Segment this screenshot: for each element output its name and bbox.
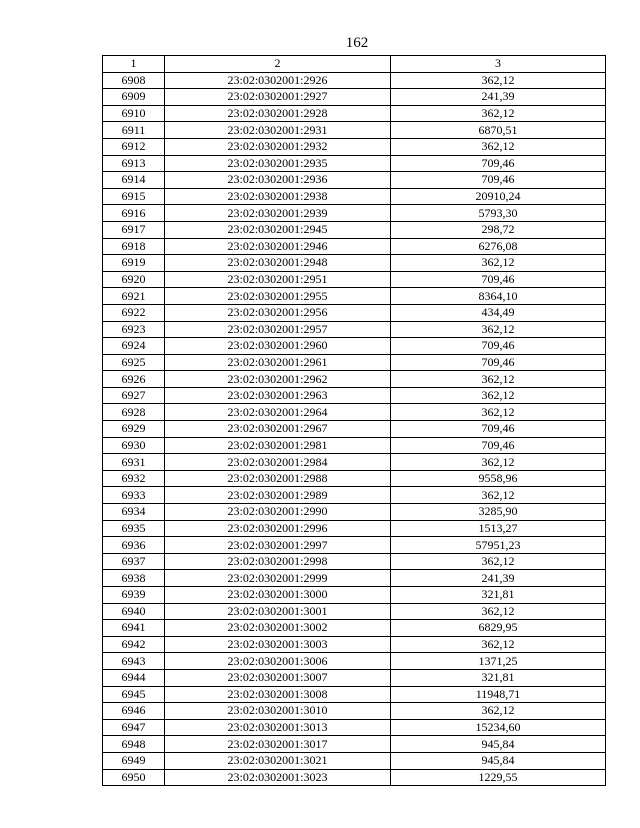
cadastral-number-cell: 23:02:0302001:2962 xyxy=(165,371,391,388)
cadastral-number-cell: 23:02:0302001:2936 xyxy=(165,172,391,189)
row-number-cell: 6934 xyxy=(103,504,165,521)
value-cell: 362,12 xyxy=(391,105,606,122)
value-cell: 241,39 xyxy=(391,570,606,587)
table-row xyxy=(103,105,606,122)
value-cell: 241,39 xyxy=(391,89,606,106)
value-cell: 20910,24 xyxy=(391,188,606,205)
row-number-cell: 6908 xyxy=(103,72,165,89)
table-row xyxy=(103,221,606,238)
value-cell: 15234,60 xyxy=(391,719,606,736)
value-cell: 362,12 xyxy=(391,703,606,720)
table-row xyxy=(103,138,606,155)
value-cell: 709,46 xyxy=(391,437,606,454)
table-row xyxy=(103,255,606,272)
row-number-cell: 6929 xyxy=(103,421,165,438)
table-row xyxy=(103,769,606,786)
value-cell: 1513,27 xyxy=(391,520,606,537)
value-cell: 362,12 xyxy=(391,387,606,404)
table-row xyxy=(103,205,606,222)
row-number-cell: 6924 xyxy=(103,338,165,355)
table-body xyxy=(103,72,606,786)
table-row xyxy=(103,404,606,421)
value-cell: 6276,08 xyxy=(391,238,606,255)
cadastral-number-cell: 23:02:0302001:2948 xyxy=(165,255,391,272)
row-number-cell: 6928 xyxy=(103,404,165,421)
table-row xyxy=(103,155,606,172)
cadastral-number-cell: 23:02:0302001:3001 xyxy=(165,603,391,620)
table-row xyxy=(103,669,606,686)
cadastral-number-cell: 23:02:0302001:2981 xyxy=(165,437,391,454)
cadastral-number-cell: 23:02:0302001:2938 xyxy=(165,188,391,205)
value-cell: 709,46 xyxy=(391,354,606,371)
value-cell: 9558,96 xyxy=(391,470,606,487)
page-number: 162 xyxy=(345,35,369,51)
table-row xyxy=(103,653,606,670)
value-cell: 709,46 xyxy=(391,338,606,355)
row-number-cell: 6915 xyxy=(103,188,165,205)
table-row xyxy=(103,454,606,471)
table-row xyxy=(103,371,606,388)
row-number-cell: 6936 xyxy=(103,537,165,554)
value-cell: 6829,95 xyxy=(391,620,606,637)
table-row xyxy=(103,72,606,89)
row-number-cell: 6949 xyxy=(103,752,165,769)
cadastral-number-cell: 23:02:0302001:2997 xyxy=(165,537,391,554)
cadastral-number-cell: 23:02:0302001:3006 xyxy=(165,653,391,670)
cadastral-number-cell: 23:02:0302001:2939 xyxy=(165,205,391,222)
cadastral-number-cell: 23:02:0302001:2963 xyxy=(165,387,391,404)
table-row xyxy=(103,736,606,753)
table-row xyxy=(103,338,606,355)
cadastral-number-cell: 23:02:0302001:2967 xyxy=(165,421,391,438)
cadastral-number-cell: 23:02:0302001:2951 xyxy=(165,271,391,288)
row-number-cell: 6922 xyxy=(103,304,165,321)
value-cell: 709,46 xyxy=(391,155,606,172)
table-row xyxy=(103,304,606,321)
table-row xyxy=(103,603,606,620)
row-number-cell: 6919 xyxy=(103,255,165,272)
value-cell: 362,12 xyxy=(391,255,606,272)
cadastral-number-cell: 23:02:0302001:2945 xyxy=(165,221,391,238)
table-row xyxy=(103,122,606,139)
row-number-cell: 6932 xyxy=(103,470,165,487)
cadastral-number-cell: 23:02:0302001:3002 xyxy=(165,620,391,637)
table-row xyxy=(103,487,606,504)
row-number-cell: 6947 xyxy=(103,719,165,736)
table-row xyxy=(103,470,606,487)
cadastral-number-cell: 23:02:0302001:3023 xyxy=(165,769,391,786)
data-table xyxy=(102,55,606,786)
row-number-cell: 6917 xyxy=(103,221,165,238)
row-number-cell: 6925 xyxy=(103,354,165,371)
row-number-cell: 6944 xyxy=(103,669,165,686)
value-cell: 362,12 xyxy=(391,138,606,155)
cadastral-number-cell: 23:02:0302001:2961 xyxy=(165,354,391,371)
value-cell: 8364,10 xyxy=(391,288,606,305)
cadastral-number-cell: 23:02:0302001:2999 xyxy=(165,570,391,587)
row-number-cell: 6923 xyxy=(103,321,165,338)
table-row xyxy=(103,504,606,521)
row-number-cell: 6942 xyxy=(103,636,165,653)
row-number-cell: 6926 xyxy=(103,371,165,388)
value-cell: 57951,23 xyxy=(391,537,606,554)
row-number-cell: 6950 xyxy=(103,769,165,786)
value-cell: 362,12 xyxy=(391,404,606,421)
value-cell: 362,12 xyxy=(391,487,606,504)
table-row xyxy=(103,321,606,338)
table-row xyxy=(103,553,606,570)
value-cell: 321,81 xyxy=(391,587,606,604)
table-row xyxy=(103,686,606,703)
value-cell: 709,46 xyxy=(391,271,606,288)
cadastral-number-cell: 23:02:0302001:2946 xyxy=(165,238,391,255)
table-row xyxy=(103,587,606,604)
value-cell: 362,12 xyxy=(391,454,606,471)
table-row xyxy=(103,719,606,736)
cadastral-number-cell: 23:02:0302001:3021 xyxy=(165,752,391,769)
value-cell: 709,46 xyxy=(391,421,606,438)
row-number-cell: 6911 xyxy=(103,122,165,139)
value-cell: 362,12 xyxy=(391,636,606,653)
value-cell: 6870,51 xyxy=(391,122,606,139)
table-row xyxy=(103,288,606,305)
table-row xyxy=(103,520,606,537)
value-cell: 362,12 xyxy=(391,321,606,338)
cadastral-number-cell: 23:02:0302001:2928 xyxy=(165,105,391,122)
row-number-cell: 6948 xyxy=(103,736,165,753)
cadastral-number-cell: 23:02:0302001:2984 xyxy=(165,454,391,471)
table-row xyxy=(103,421,606,438)
row-number-cell: 6945 xyxy=(103,686,165,703)
table-row xyxy=(103,703,606,720)
row-number-cell: 6916 xyxy=(103,205,165,222)
cadastral-number-cell: 23:02:0302001:2964 xyxy=(165,404,391,421)
table-row xyxy=(103,172,606,189)
cadastral-number-cell: 23:02:0302001:3010 xyxy=(165,703,391,720)
cadastral-number-cell: 23:02:0302001:3017 xyxy=(165,736,391,753)
value-cell: 1229,55 xyxy=(391,769,606,786)
table-row xyxy=(103,437,606,454)
table-row xyxy=(103,238,606,255)
table-row xyxy=(103,537,606,554)
cadastral-number-cell: 23:02:0302001:2988 xyxy=(165,470,391,487)
row-number-cell: 6921 xyxy=(103,288,165,305)
cadastral-number-cell: 23:02:0302001:2927 xyxy=(165,89,391,106)
column-header: 1 xyxy=(103,56,165,73)
row-number-cell: 6941 xyxy=(103,620,165,637)
cadastral-number-cell: 23:02:0302001:2926 xyxy=(165,72,391,89)
row-number-cell: 6940 xyxy=(103,603,165,620)
cadastral-number-cell: 23:02:0302001:3008 xyxy=(165,686,391,703)
table-row xyxy=(103,636,606,653)
value-cell: 11948,71 xyxy=(391,686,606,703)
row-number-cell: 6909 xyxy=(103,89,165,106)
value-cell: 321,81 xyxy=(391,669,606,686)
table-header-row xyxy=(103,56,606,73)
value-cell: 362,12 xyxy=(391,553,606,570)
value-cell: 709,46 xyxy=(391,172,606,189)
row-number-cell: 6943 xyxy=(103,653,165,670)
cadastral-number-cell: 23:02:0302001:2960 xyxy=(165,338,391,355)
cadastral-number-cell: 23:02:0302001:3000 xyxy=(165,587,391,604)
cadastral-number-cell: 23:02:0302001:2996 xyxy=(165,520,391,537)
cadastral-number-cell: 23:02:0302001:2955 xyxy=(165,288,391,305)
value-cell: 945,84 xyxy=(391,752,606,769)
row-number-cell: 6920 xyxy=(103,271,165,288)
row-number-cell: 6946 xyxy=(103,703,165,720)
row-number-cell: 6912 xyxy=(103,138,165,155)
column-header: 2 xyxy=(165,56,391,73)
cadastral-number-cell: 23:02:0302001:2998 xyxy=(165,553,391,570)
value-cell: 3285,90 xyxy=(391,504,606,521)
value-cell: 434,49 xyxy=(391,304,606,321)
value-cell: 362,12 xyxy=(391,371,606,388)
cadastral-number-cell: 23:02:0302001:2956 xyxy=(165,304,391,321)
row-number-cell: 6935 xyxy=(103,520,165,537)
row-number-cell: 6910 xyxy=(103,105,165,122)
row-number-cell: 6937 xyxy=(103,553,165,570)
table-row xyxy=(103,387,606,404)
cadastral-number-cell: 23:02:0302001:2931 xyxy=(165,122,391,139)
column-header: 3 xyxy=(391,56,606,73)
cadastral-number-cell: 23:02:0302001:2935 xyxy=(165,155,391,172)
row-number-cell: 6918 xyxy=(103,238,165,255)
value-cell: 298,72 xyxy=(391,221,606,238)
cadastral-number-cell: 23:02:0302001:2957 xyxy=(165,321,391,338)
row-number-cell: 6931 xyxy=(103,454,165,471)
cadastral-number-cell: 23:02:0302001:3007 xyxy=(165,669,391,686)
row-number-cell: 6914 xyxy=(103,172,165,189)
table-row xyxy=(103,354,606,371)
row-number-cell: 6927 xyxy=(103,387,165,404)
cadastral-number-cell: 23:02:0302001:2932 xyxy=(165,138,391,155)
value-cell: 5793,30 xyxy=(391,205,606,222)
table-row xyxy=(103,271,606,288)
row-number-cell: 6930 xyxy=(103,437,165,454)
cadastral-number-cell: 23:02:0302001:3003 xyxy=(165,636,391,653)
table-row xyxy=(103,188,606,205)
value-cell: 362,12 xyxy=(391,603,606,620)
value-cell: 945,84 xyxy=(391,736,606,753)
cadastral-number-cell: 23:02:0302001:2989 xyxy=(165,487,391,504)
table-row xyxy=(103,620,606,637)
cadastral-number-cell: 23:02:0302001:2990 xyxy=(165,504,391,521)
row-number-cell: 6913 xyxy=(103,155,165,172)
row-number-cell: 6938 xyxy=(103,570,165,587)
table-row xyxy=(103,89,606,106)
table-row xyxy=(103,570,606,587)
table-row xyxy=(103,752,606,769)
value-cell: 1371,25 xyxy=(391,653,606,670)
value-cell: 362,12 xyxy=(391,72,606,89)
row-number-cell: 6939 xyxy=(103,587,165,604)
row-number-cell: 6933 xyxy=(103,487,165,504)
cadastral-number-cell: 23:02:0302001:3013 xyxy=(165,719,391,736)
